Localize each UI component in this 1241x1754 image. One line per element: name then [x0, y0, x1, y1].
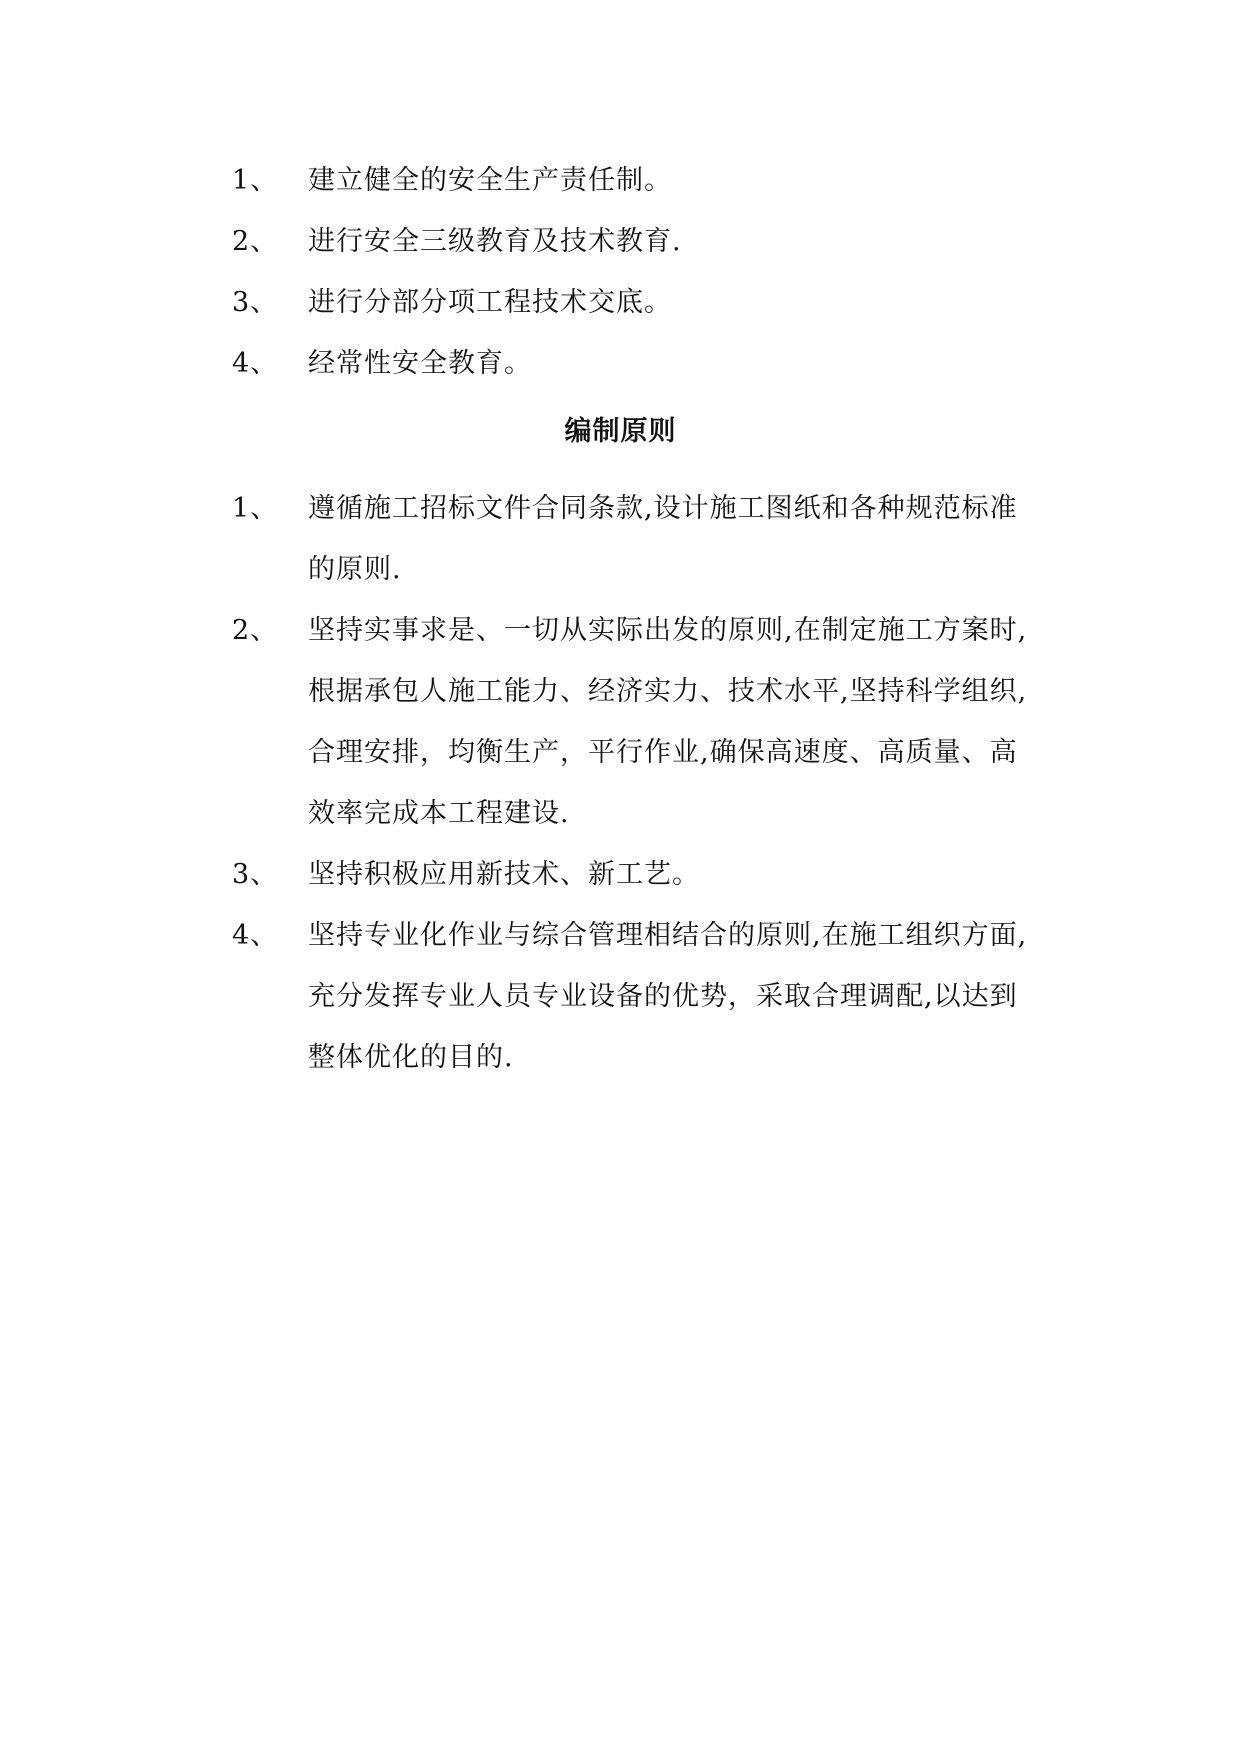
item-line: 坚持实事求是、一切从实际出发的原则,在制定施工方案时,: [308, 615, 1028, 646]
list-item: [232, 211, 1052, 272]
item-text: 进行分部分项工程技术交底。: [308, 287, 672, 318]
item-number: 4、: [232, 920, 279, 951]
item-text: 进行安全三级教育及技术教育.: [308, 226, 682, 257]
item-line: 整体优化的目的.: [308, 1042, 514, 1073]
list-item: [232, 150, 1052, 211]
item-number: 3、: [232, 859, 279, 890]
list-item: [232, 333, 1052, 394]
item-text: 经常性安全教育。: [308, 348, 532, 379]
item-line: 合理安排，均衡生产，平行作业,确保高速度、高质量、高: [308, 737, 1018, 768]
item-line: 坚持积极应用新技术、新工艺。: [308, 859, 700, 890]
item-number: 3、: [232, 287, 279, 318]
item-line: 充分发挥专业人员专业设备的优势，采取合理调配,以达到: [308, 981, 1018, 1012]
item-text: 建立健全的安全生产责任制。: [308, 165, 672, 196]
list-item: [232, 844, 1052, 905]
list-item: [232, 478, 1052, 600]
list-item: [232, 905, 1052, 1088]
item-number: 1、: [232, 493, 279, 524]
item-number: 2、: [232, 615, 279, 646]
section-heading: 编制原则: [564, 416, 677, 447]
item-number: 2、: [232, 226, 279, 257]
item-number: 1、: [232, 165, 279, 196]
item-line: 坚持专业化作业与综合管理相结合的原则,在施工组织方面,: [308, 920, 1028, 951]
item-line: 效率完成本工程建设.: [308, 798, 570, 829]
item-line: 的原则.: [308, 554, 402, 585]
item-line: 遵循施工招标文件合同条款,设计施工图纸和各种规范标准: [308, 493, 1018, 524]
item-line: 根据承包人施工能力、经济实力、技术水平,坚持科学组织,: [308, 676, 1028, 707]
list-item: [232, 272, 1052, 333]
safety-measures-list: [232, 150, 1052, 394]
list-item: [232, 600, 1052, 844]
item-number: 4、: [232, 348, 279, 379]
principles-list: [232, 478, 1052, 1088]
